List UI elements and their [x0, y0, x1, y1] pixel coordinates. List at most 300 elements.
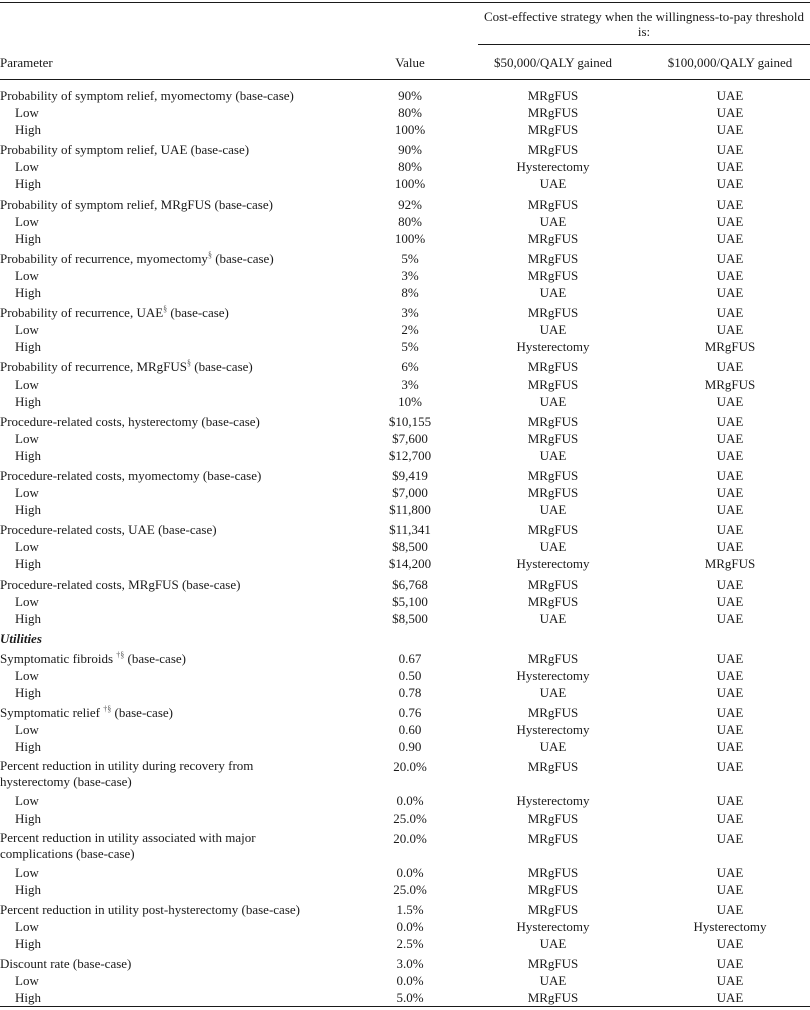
- strategy-50k-cell: Hysterectomy: [516, 793, 590, 809]
- strategy-50k-cell: UAE: [539, 322, 567, 338]
- value-cell: 0.76: [398, 705, 422, 721]
- table-row: [0, 650, 810, 667]
- table-row: [0, 484, 810, 501]
- parameter-label: Probability of symptom relief, MRgFUS (base-case): [0, 196, 273, 212]
- value-cell: 0.60: [398, 722, 422, 738]
- table-row: [0, 881, 810, 898]
- parameter-cell: [0, 413, 260, 430]
- parameter-cell: [15, 593, 39, 610]
- value-cell: 6%: [401, 359, 419, 375]
- value-cell: 25.0%: [393, 810, 427, 826]
- parameter-label: Low: [15, 322, 39, 338]
- strategy-100k-cell: UAE: [716, 413, 744, 429]
- value-cell: 100%: [394, 122, 426, 138]
- spanner-rule: [478, 44, 810, 45]
- table-row: [0, 758, 810, 792]
- parameter-cell: [15, 721, 39, 738]
- value-cell: $11,800: [389, 502, 431, 518]
- strategy-100k-cell: UAE: [716, 973, 744, 989]
- value-cell: 0.90: [398, 739, 422, 755]
- parameter-cell: [15, 267, 39, 284]
- value-cell: $7,000: [392, 485, 428, 501]
- strategy-100k-cell: UAE: [716, 393, 744, 409]
- table-row: [0, 704, 810, 721]
- parameter-cell: [15, 393, 41, 410]
- strategy-100k-cell: UAE: [716, 830, 744, 846]
- parameter-label: High: [15, 881, 41, 897]
- value-cell: 0.0%: [396, 918, 424, 934]
- strategy-100k-cell: UAE: [716, 576, 744, 592]
- table-row: [0, 121, 810, 138]
- parameter-label: High: [15, 176, 41, 192]
- parameter-cell: [0, 830, 300, 862]
- table-row: [0, 447, 810, 464]
- parameter-label: High: [15, 285, 41, 301]
- parameter-cell: [15, 158, 39, 175]
- strategy-50k-cell: MRgFUS: [527, 250, 579, 266]
- table-row: [0, 538, 810, 555]
- strategy-100k-cell: UAE: [716, 142, 744, 158]
- strategy-50k-cell: Hysterectomy: [516, 556, 590, 572]
- strategy-50k-cell: MRgFUS: [527, 650, 579, 666]
- strategy-100k-cell: UAE: [716, 990, 744, 1006]
- value-cell: 92%: [398, 196, 422, 212]
- value-cell: 20.0%: [393, 759, 427, 775]
- strategy-100k-cell: MRgFUS: [704, 556, 756, 572]
- strategy-100k-cell: UAE: [716, 739, 744, 755]
- table-row: [0, 284, 810, 301]
- strategy-100k-cell: UAE: [716, 593, 744, 609]
- footnote-marker: §: [163, 304, 168, 314]
- strategy-50k-cell: MRgFUS: [527, 196, 579, 212]
- strategy-50k-cell: MRgFUS: [527, 810, 579, 826]
- parameter-label: Low: [15, 539, 39, 555]
- parameter-cell: [0, 304, 229, 321]
- table-row: [0, 413, 810, 430]
- strategy-50k-cell: MRgFUS: [527, 413, 579, 429]
- strategy-100k-cell: UAE: [716, 705, 744, 721]
- value-cell: 25.0%: [393, 881, 427, 897]
- footnote-marker: †§: [103, 704, 112, 714]
- parameter-label: Low: [15, 793, 39, 809]
- strategy-100k-cell: UAE: [716, 159, 744, 175]
- parameter-label: Probability of recurrence, MRgFUS: [0, 359, 188, 375]
- strategy-50k-cell: MRgFUS: [527, 881, 579, 897]
- parameter-label: Low: [15, 722, 39, 738]
- parameter-suffix: (base-case): [191, 359, 253, 375]
- strategy-50k-cell: UAE: [539, 393, 567, 409]
- value-cell: $8,500: [392, 539, 428, 555]
- parameter-cell: [15, 555, 41, 572]
- strategy-100k-cell: UAE: [716, 285, 744, 301]
- value-cell: 2%: [401, 322, 419, 338]
- parameter-label: Probability of recurrence, UAE: [0, 305, 164, 321]
- value-cell: 0.0%: [396, 973, 424, 989]
- parameter-label: Low: [15, 593, 39, 609]
- strategy-50k-cell: MRgFUS: [527, 105, 579, 121]
- value-cell: $9,419: [392, 467, 428, 483]
- table-row: [0, 175, 810, 192]
- parameter-label: Utilities: [0, 630, 42, 646]
- parameter-label: Low: [15, 159, 39, 175]
- parameter-cell: [15, 989, 41, 1006]
- parameter-label: Procedure-related costs, hysterectomy (base-case): [0, 413, 260, 429]
- threshold-50k-column-header: $50,000/QALY gained: [493, 55, 613, 70]
- table-row: [0, 955, 810, 972]
- parameter-cell: [15, 810, 41, 827]
- strategy-50k-cell: UAE: [539, 685, 567, 701]
- parameter-label: Low: [15, 668, 39, 683]
- parameter-cell: [0, 250, 274, 267]
- value-cell: 3%: [401, 305, 419, 321]
- strategy-100k-cell: MRgFUS: [704, 339, 756, 355]
- strategy-100k-cell: UAE: [716, 467, 744, 483]
- strategy-100k-cell: UAE: [716, 881, 744, 897]
- parameter-cell: [0, 576, 240, 593]
- footnote-marker: §: [187, 359, 192, 369]
- value-cell: 0.50: [398, 668, 422, 683]
- strategy-50k-cell: MRgFUS: [527, 759, 579, 775]
- value-cell: 100%: [394, 230, 426, 246]
- strategy-50k-cell: MRgFUS: [527, 230, 579, 246]
- parameter-label: Procedure-related costs, MRgFUS (base-case): [0, 576, 241, 592]
- strategy-100k-cell: MRgFUS: [704, 376, 756, 392]
- strategy-100k-cell: UAE: [716, 722, 744, 738]
- table-row: [0, 555, 810, 572]
- value-cell: 3.0%: [396, 956, 424, 972]
- strategy-100k-cell: UAE: [716, 522, 744, 538]
- strategy-50k-cell: UAE: [539, 176, 567, 192]
- top-rule: [0, 2, 810, 3]
- value-cell: 5%: [401, 339, 419, 355]
- strategy-100k-cell: UAE: [716, 810, 744, 826]
- strategy-50k-cell: UAE: [539, 447, 567, 463]
- table-row: [0, 467, 810, 484]
- parameter-label: Percent reduction in utility post-hysterectomy (base-case): [0, 901, 300, 917]
- table-row: [0, 267, 810, 284]
- strategy-50k-cell: UAE: [539, 285, 567, 301]
- parameter-label: Procedure-related costs, myomectomy (base-case): [0, 467, 262, 483]
- section-row: [0, 630, 810, 647]
- parameter-cell: [15, 610, 41, 627]
- parameter-label: High: [15, 339, 41, 355]
- strategy-100k-cell: UAE: [716, 230, 744, 246]
- table-row: [0, 989, 810, 1006]
- table-row: [0, 321, 810, 338]
- parameter-label: High: [15, 230, 41, 246]
- strategy-50k-cell: MRgFUS: [527, 305, 579, 321]
- value-cell: 0.67: [398, 650, 422, 666]
- parameter-cell: [15, 935, 41, 952]
- strategy-100k-cell: UAE: [716, 105, 744, 121]
- value-cell: $10,155: [388, 413, 432, 429]
- strategy-50k-cell: UAE: [539, 502, 567, 518]
- parameter-cell: [0, 758, 300, 790]
- strategy-50k-cell: MRgFUS: [527, 956, 579, 972]
- parameter-cell: [15, 667, 39, 684]
- strategy-50k-cell: Hysterectomy: [516, 339, 590, 355]
- strategy-100k-cell: UAE: [716, 88, 744, 103]
- strategy-50k-cell: MRgFUS: [527, 901, 579, 917]
- value-cell: 3%: [401, 376, 419, 392]
- value-cell: 8%: [401, 285, 419, 301]
- table-row: [0, 501, 810, 518]
- parameter-label: High: [15, 556, 41, 572]
- strategy-100k-cell: UAE: [716, 864, 744, 880]
- value-cell: 5%: [401, 250, 419, 266]
- value-cell: $7,600: [392, 430, 428, 446]
- table-body: [0, 87, 810, 1006]
- strategy-100k-cell: UAE: [716, 936, 744, 952]
- value-cell: 90%: [398, 142, 422, 158]
- strategy-50k-cell: Hysterectomy: [516, 668, 590, 683]
- parameter-label: High: [15, 685, 41, 701]
- value-cell: 3%: [401, 267, 419, 283]
- parameter-label: Probability of symptom relief, UAE (base-case): [0, 142, 250, 158]
- strategy-50k-cell: MRgFUS: [527, 593, 579, 609]
- strategy-50k-cell: UAE: [539, 213, 567, 229]
- strategy-50k-cell: MRgFUS: [527, 430, 579, 446]
- table-row: [0, 935, 810, 952]
- footnote-marker: †§: [116, 650, 125, 660]
- parameter-label: High: [15, 447, 41, 463]
- header-rule: [0, 79, 810, 80]
- parameter-cell: [15, 501, 41, 518]
- strategy-100k-cell: UAE: [716, 956, 744, 972]
- strategy-100k-cell: UAE: [716, 759, 744, 775]
- value-cell: 1.5%: [396, 901, 424, 917]
- strategy-50k-cell: Hysterectomy: [516, 159, 590, 175]
- threshold-100k-column-header: $100,000/QALY gained: [667, 55, 793, 70]
- strategy-100k-cell: UAE: [716, 305, 744, 321]
- table-row: [0, 104, 810, 121]
- strategy-50k-cell: Hysterectomy: [516, 722, 590, 738]
- parameter-cell: [0, 630, 42, 647]
- value-cell: 90%: [398, 88, 422, 103]
- table-row: [0, 830, 810, 864]
- parameter-label: High: [15, 502, 41, 518]
- parameter-label: Low: [15, 918, 39, 934]
- strategy-100k-cell: UAE: [716, 447, 744, 463]
- strategy-50k-cell: MRgFUS: [527, 359, 579, 375]
- value-cell: 5.0%: [396, 990, 424, 1006]
- strategy-50k-cell: UAE: [539, 936, 567, 952]
- table-row: [0, 521, 810, 538]
- table-row: [0, 901, 810, 918]
- parameter-label: Probability of symptom relief, myomectomy (base-case): [0, 88, 294, 103]
- value-cell: 0.0%: [396, 864, 424, 880]
- value-cell: 100%: [394, 176, 426, 192]
- strategy-50k-cell: MRgFUS: [527, 267, 579, 283]
- footnote-marker: §: [207, 250, 212, 260]
- table-row: [0, 918, 810, 935]
- strategy-100k-cell: UAE: [716, 502, 744, 518]
- value-cell: $14,200: [388, 556, 432, 572]
- parameter-cell: [0, 955, 131, 972]
- parameter-cell: [15, 121, 41, 138]
- parameter-label: Low: [15, 105, 39, 121]
- parameter-suffix: (base-case): [167, 305, 229, 321]
- parameter-cell: [15, 447, 41, 464]
- table-row: [0, 593, 810, 610]
- table-row: [0, 213, 810, 230]
- parameter-cell: [0, 704, 173, 721]
- strategy-100k-cell: UAE: [716, 196, 744, 212]
- parameter-label: Low: [15, 864, 39, 880]
- table-row: [0, 338, 810, 355]
- table-row: [0, 393, 810, 410]
- parameter-label: Low: [15, 485, 39, 501]
- parameter-cell: [15, 213, 39, 230]
- strategy-100k-cell: UAE: [716, 685, 744, 701]
- table-row: [0, 250, 810, 267]
- parameter-cell: [0, 521, 217, 538]
- value-cell: 0.0%: [396, 793, 424, 809]
- parameter-cell: [15, 430, 39, 447]
- table-row: [0, 376, 810, 393]
- parameter-cell: [15, 175, 41, 192]
- parameter-cell: [15, 792, 39, 809]
- strategy-50k-cell: MRgFUS: [527, 705, 579, 721]
- parameter-suffix: (base-case): [211, 250, 274, 266]
- strategy-50k-cell: MRgFUS: [527, 467, 579, 483]
- strategy-100k-cell: UAE: [716, 322, 744, 338]
- parameter-cell: [15, 284, 41, 301]
- table-row: [0, 738, 810, 755]
- strategy-100k-cell: UAE: [716, 430, 744, 446]
- parameter-cell: [15, 104, 39, 121]
- value-cell: 80%: [398, 213, 422, 229]
- strategy-50k-cell: MRgFUS: [527, 142, 579, 158]
- strategy-100k-cell: UAE: [716, 650, 744, 666]
- strategy-50k-cell: UAE: [539, 739, 567, 755]
- strategy-50k-cell: MRgFUS: [527, 830, 579, 846]
- strategy-50k-cell: MRgFUS: [527, 864, 579, 880]
- table-row: [0, 792, 810, 809]
- strategy-100k-cell: UAE: [716, 793, 744, 809]
- parameter-column-header: Parameter: [0, 55, 53, 70]
- parameter-label: Procedure-related costs, UAE (base-case): [0, 522, 217, 538]
- parameter-cell: [0, 650, 186, 667]
- table-row: [0, 141, 810, 158]
- parameter-label: Percent reduction in utility during recovery from hysterectomy (base-case): [0, 758, 254, 790]
- value-cell: 0.78: [398, 685, 422, 701]
- strategy-50k-cell: UAE: [539, 539, 567, 555]
- parameter-cell: [15, 972, 39, 989]
- parameter-suffix: (base-case): [111, 705, 173, 721]
- parameter-cell: [15, 376, 39, 393]
- strategy-100k-cell: UAE: [716, 668, 744, 683]
- strategy-100k-cell: UAE: [716, 610, 744, 626]
- strategy-100k-cell: UAE: [716, 122, 744, 138]
- parameter-cell: [15, 484, 39, 501]
- strategy-100k-cell: UAE: [716, 485, 744, 501]
- strategy-50k-cell: UAE: [539, 973, 567, 989]
- table-row: [0, 196, 810, 213]
- value-cell: 10%: [398, 393, 422, 409]
- strategy-50k-cell: MRgFUS: [527, 576, 579, 592]
- strategy-100k-cell: UAE: [716, 901, 744, 917]
- parameter-cell: [15, 918, 39, 935]
- parameter-cell: [0, 467, 261, 484]
- parameter-label: Low: [15, 267, 39, 283]
- parameter-cell: [15, 738, 41, 755]
- parameter-label: High: [15, 610, 41, 626]
- parameter-cell: [15, 881, 41, 898]
- strategy-50k-cell: MRgFUS: [527, 522, 579, 538]
- parameter-label: Percent reduction in utility associated with major complications (base-case): [0, 829, 256, 861]
- value-cell: 2.5%: [396, 936, 424, 952]
- value-column-header: Value: [395, 55, 425, 70]
- table-row: [0, 667, 810, 684]
- parameter-label: High: [15, 990, 41, 1006]
- strategy-50k-cell: MRgFUS: [527, 485, 579, 501]
- strategy-100k-cell: UAE: [716, 250, 744, 266]
- value-cell: 80%: [398, 105, 422, 121]
- parameter-cell: [0, 901, 300, 918]
- table-row: [0, 358, 810, 375]
- table-row: [0, 684, 810, 701]
- parameter-label: Low: [15, 376, 39, 392]
- parameter-cell: [15, 338, 41, 355]
- value-cell: 80%: [398, 159, 422, 175]
- strategy-50k-cell: MRgFUS: [527, 122, 579, 138]
- strategy-50k-cell: MRgFUS: [527, 376, 579, 392]
- parameter-label: Low: [15, 430, 39, 446]
- strategy-50k-cell: UAE: [539, 610, 567, 626]
- threshold-spanner-header: Cost-effective strategy when the willingness-to-pay threshold is:: [484, 9, 804, 39]
- value-cell: 20.0%: [393, 830, 427, 846]
- strategy-100k-cell: UAE: [716, 359, 744, 375]
- table-row: [0, 304, 810, 321]
- strategy-100k-cell: UAE: [716, 176, 744, 192]
- table-row: [0, 610, 810, 627]
- parameter-label: High: [15, 810, 41, 826]
- table-row: [0, 810, 810, 827]
- parameter-cell: [0, 358, 253, 375]
- parameter-label: Probability of recurrence, myomectomy: [0, 250, 208, 266]
- parameter-label: High: [15, 393, 41, 409]
- parameter-label: Discount rate (base-case): [0, 956, 132, 972]
- parameter-label: Low: [15, 973, 39, 989]
- parameter-suffix: (base-case): [124, 650, 186, 666]
- strategy-100k-cell: Hysterectomy: [693, 918, 767, 934]
- table-row: [0, 576, 810, 593]
- parameter-label: High: [15, 936, 41, 952]
- value-cell: $11,341: [389, 522, 431, 538]
- strategy-50k-cell: MRgFUS: [527, 88, 579, 103]
- strategy-100k-cell: UAE: [716, 539, 744, 555]
- table-row: [0, 972, 810, 989]
- parameter-label: High: [15, 122, 41, 138]
- strategy-100k-cell: UAE: [716, 267, 744, 283]
- table-row: [0, 230, 810, 247]
- strategy-50k-cell: Hysterectomy: [516, 918, 590, 934]
- parameter-cell: [15, 538, 39, 555]
- value-cell: $5,100: [392, 593, 428, 609]
- parameter-cell: [0, 87, 294, 104]
- parameter-cell: [15, 321, 39, 338]
- strategy-50k-cell: MRgFUS: [527, 990, 579, 1006]
- value-cell: $6,768: [392, 576, 428, 592]
- table-row: [0, 158, 810, 175]
- value-cell: $8,500: [392, 610, 428, 626]
- parameter-cell: [15, 230, 41, 247]
- table-row: [0, 430, 810, 447]
- parameter-label: Low: [15, 213, 39, 229]
- strategy-100k-cell: UAE: [716, 213, 744, 229]
- parameter-cell: [0, 196, 273, 213]
